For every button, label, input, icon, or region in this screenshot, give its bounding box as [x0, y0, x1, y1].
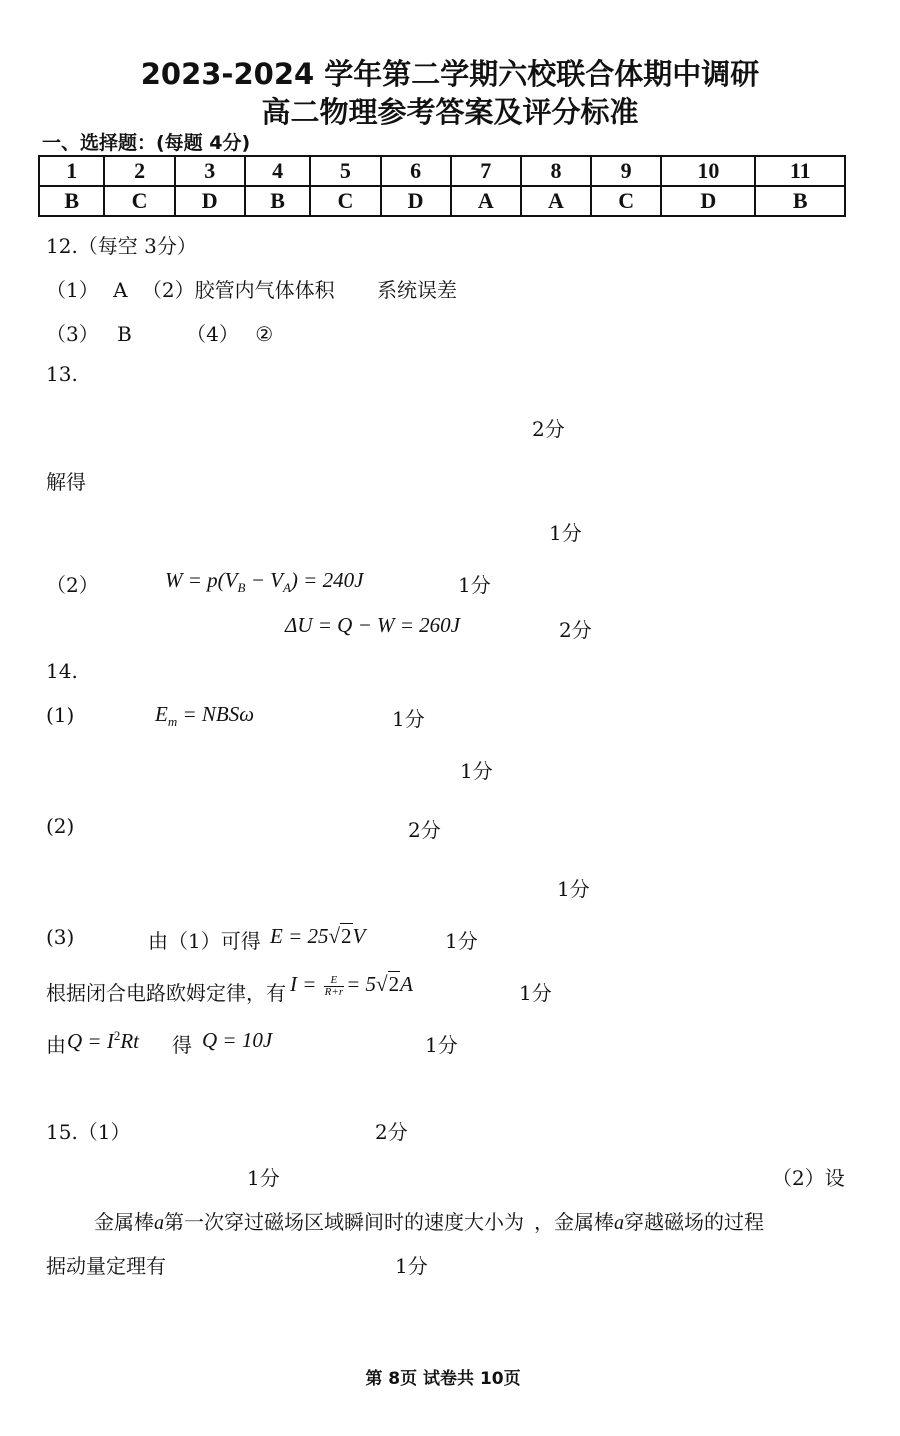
q15-part2: （2）设 [772, 1166, 845, 1190]
q12-part2: （2）胶管内气体体积 [141, 278, 335, 302]
answer-letter-row [39, 186, 845, 216]
q12-answer4: ② [255, 322, 274, 346]
q14-part3: (3) [46, 925, 75, 949]
q14-em-sub: m [167, 714, 178, 729]
q12-line1 [46, 274, 457, 303]
question-number-cell: 8 [521, 156, 591, 186]
answer-number-row [39, 156, 845, 186]
q12-answer1: A [113, 278, 128, 302]
answer-cell: A [451, 186, 521, 216]
answer-cell: B [755, 186, 845, 216]
q14-score-1: 1分 [392, 707, 425, 731]
q15-momentum-text: 据动量定理有 [46, 1254, 166, 1278]
q14-q-sup: 2 [113, 1028, 121, 1043]
q13-work-equation [165, 568, 363, 596]
section-heading: 一、选择题：(每题 4分) [42, 132, 251, 154]
q14-frac-num: E [324, 975, 344, 987]
q15-text-a: 金属棒 [94, 1210, 154, 1234]
q14-i-radicand: 2 [388, 972, 400, 996]
answer-cell: D [661, 186, 755, 216]
q12-part1: （1） [46, 278, 99, 302]
q12-part4: （4） [186, 322, 239, 346]
q15-score-3: 1分 [395, 1254, 428, 1278]
question-number-cell: 4 [245, 156, 310, 186]
answer-cell: A [521, 186, 591, 216]
answer-cell: B [39, 186, 104, 216]
question-number-cell: 10 [661, 156, 755, 186]
question-number-cell: 11 [755, 156, 845, 186]
q14-q-result: Q = 10J [202, 1028, 273, 1052]
answer-cell: D [381, 186, 451, 216]
q14-part2: (2) [46, 814, 75, 838]
sqrt-symbol: √2 [376, 972, 400, 996]
q12-part3: （3） [46, 322, 99, 346]
q13-score-4: 2分 [559, 618, 592, 642]
q13-score-1: 2分 [532, 417, 565, 441]
question-number-cell: 6 [381, 156, 451, 186]
q14-i-mid: = 5 [346, 972, 377, 996]
q14-q-rt: Rt [120, 1029, 140, 1053]
q14-emf-radicand: 2 [341, 924, 352, 948]
q14-emf-lhs: E = 25 [270, 924, 329, 948]
q13-w-sub-a: A [282, 580, 291, 595]
q13-w-sub-b: B [237, 580, 246, 595]
q14-i-unit: A [400, 972, 413, 996]
q14-em-e: E [155, 702, 168, 726]
q13-energy-equation: ΔU = Q − W = 260J [285, 613, 460, 637]
q14-em-equation [155, 702, 254, 730]
q13-part2: （2） [46, 573, 99, 597]
answer-cell: C [310, 186, 380, 216]
q14-get: 得 [172, 1033, 192, 1057]
answer-cell: C [104, 186, 174, 216]
q14-label: 14. [46, 659, 78, 683]
question-number-cell: 7 [451, 156, 521, 186]
q14-emf-unit: V [352, 924, 366, 948]
q14-i-lhs: I = [290, 972, 322, 996]
q13-w-mid: − V [245, 568, 283, 592]
answer-cell: B [245, 186, 310, 216]
page-footer: 第 8页 试卷共 10页 [365, 1369, 521, 1389]
question-number-cell: 9 [591, 156, 661, 186]
q12-label: 12.（每空 3分） [46, 234, 197, 258]
q15-score-2: 1分 [247, 1166, 280, 1190]
answer-table [38, 155, 846, 217]
sqrt-symbol: √2 [328, 924, 352, 948]
q12-answer2: 系统误差 [377, 278, 457, 302]
q14-current-equation [290, 972, 413, 998]
q15-label: 15.（1） [46, 1120, 131, 1144]
q14-q-lhs: Q = I [67, 1029, 114, 1053]
q13-solve: 解得 [46, 470, 86, 494]
q13-score-3: 1分 [458, 573, 491, 597]
q14-joule-equation [67, 1028, 139, 1054]
answer-cell: C [591, 186, 661, 216]
question-number-cell: 1 [39, 156, 104, 186]
q12-line2 [46, 318, 273, 347]
q14-fraction [324, 975, 344, 998]
q14-em-rhs: = NBSω [177, 702, 255, 726]
q13-score-2: 1分 [549, 521, 582, 545]
q15-symbol-a: a [154, 1212, 164, 1234]
question-number-cell: 5 [310, 156, 380, 186]
q13-label: 13. [46, 362, 78, 386]
q15-text-b: 第一次穿过磁场区域瞬间时的速度大小为 [164, 1210, 524, 1234]
q14-score-2: 1分 [460, 759, 493, 783]
q14-emf-equation [270, 924, 365, 949]
q14-ohm-text: 根据闭合电路欧姆定律，有 [46, 981, 286, 1005]
q15-text-d: 穿越磁场的过程 [624, 1210, 764, 1234]
q14-score-4: 1分 [557, 877, 590, 901]
q15-text-c: ，金属棒 [534, 1210, 614, 1234]
answer-cell: D [175, 186, 245, 216]
q14-from1: 由（1）可得 [148, 929, 261, 953]
q14-frac-den: R+r [324, 985, 344, 998]
q14-score-5: 1分 [445, 929, 478, 953]
q14-score-7: 1分 [425, 1033, 458, 1057]
question-number-cell: 2 [104, 156, 174, 186]
q14-score-3: 2分 [408, 818, 441, 842]
q12-answer3: B [117, 322, 132, 346]
q14-part1: (1) [46, 703, 75, 727]
q14-from-q: 由 [46, 1033, 66, 1057]
q15-symbol-a2: a [614, 1212, 624, 1234]
q13-w-rhs: ) = 240J [290, 568, 364, 592]
q14-score-6: 1分 [519, 981, 552, 1005]
title-line-2: 高二物理参考答案及评分标准 [261, 95, 639, 129]
question-number-cell: 3 [175, 156, 245, 186]
q13-w-lhs: W = p(V [165, 568, 238, 592]
q15-score-1: 2分 [375, 1120, 408, 1144]
q15-text-line [94, 1206, 764, 1235]
title-line-1: 2023-2024 学年第二学期六校联合体期中调研 [140, 57, 760, 91]
